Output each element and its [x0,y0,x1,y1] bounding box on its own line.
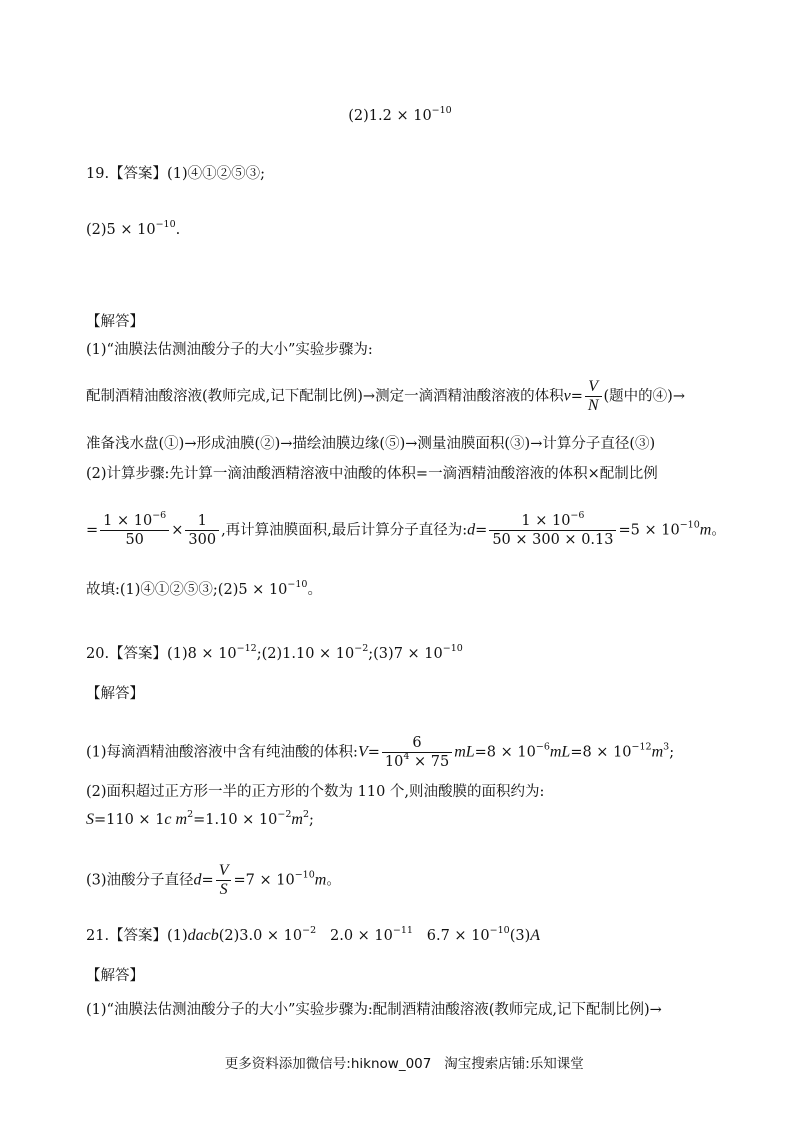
q19-answer-heading: 19.【答案】(1)④①②⑤③; [86,166,265,182]
q19-solution-line-4: (2)计算步骤:先计算一滴油酸酒精溶液中油酸的体积=一滴酒精油酸溶液的体积×配制比例 [86,466,658,482]
q18-answer-2: $(2)1.2 \times 10^{-10}$ [348,105,452,124]
q19-solution-line-2: 配制酒精油酸溶液(教师完成,记下配制比例)→测定一滴酒精油酸溶液的体积v= $\frac{V}{N}$ (题中的④)→ [86,378,685,414]
fraction-1-over-300: $\frac{1}{300}$ [185,512,219,549]
q20-solution-line-3: S=110 × 1c $m^2=1.10 \times 10^{-2}m^2$; [86,809,314,828]
q21-solution-title: 【解答】 [86,968,144,984]
page-footer: 更多资料添加微信号:hiknow_007 淘宝搜索店铺:乐知课堂 [224,1056,584,1072]
fraction-v-over-n: $\frac{V}{N}$ [585,378,602,415]
q19-answer-2: $(2)5 \times 10^{-10}$. [86,219,181,238]
fraction-6-over-1e4x75: $\frac{6}{10^4 \times 75}$ [382,734,452,771]
q19-solution-title: 【解答】 [86,314,144,330]
fraction-diameter: $\frac{1 \times 10^{-6}}{50 \times 300 \times 0.13}$ [489,512,616,549]
fraction-v-over-s: $\frac{V}{S}$ [216,862,232,899]
q21-solution-line-1: (1)“油膜法估测油酸分子的大小”实验步骤为:配制酒精油酸溶液(教师完成,记下配制比例)→ [86,1002,662,1018]
q21-answer-heading: 21.【答案】(1)dacb(2)3.0 × $10^{-2}$ $2.0 \times 10^{-11}$ $6.7 \times 10^{-10}(3)A$ [86,925,541,944]
q20-solution-line-1: (1)每滴酒精油酸溶液中含有纯油酸的体积:V= $\frac{6}{10^4 \times 75}$ $mL=8 \times 10^{-6}mL=8 \times 10^{-12}m^3$; [86,735,675,770]
q19-solution-line-3: 准备浅水盘(①)→形成油膜(②)→描绘油膜边缘(⑤)→测量油膜面积(③)→计算分子直径(③) [86,436,656,452]
q20-answer-heading: 20.【答案】$(1)8 \times 10^{-12};(2)1.10$ × $10^{-2};(3)7 \times 10^{-10}$ [86,643,463,662]
q19-solution-line-5: = $\frac{1 \times 10^{-6}}{50}$ × $\frac{1}{300}$ ,再计算油膜面积,最后计算分子直径为:d= $\frac{1 \times 10^{-6}}{50 \times 300 \times 0.13}$ $=5 \times 10^{-10}m$。 [86,510,726,548]
q20-solution-line-4: (3)油酸分子直径d= $\frac{V}{S}$ $=7 \times 10^{-10}m$。 [86,862,341,898]
q20-solution-title: 【解答】 [86,686,144,702]
q19-solution-line-1: (1)“油膜法估测油酸分子的大小”实验步骤为: [86,342,373,358]
q20-solution-line-2: (2)面积超过正方形一半的正方形的个数为 110 个,则油酸膜的面积约为: [86,784,545,800]
q19-solution-line-6: 故填:(1)④①②⑤③;(2)5 × $10^{-10}$。 [86,579,322,598]
fraction-1e-6-over-50: $\frac{1 \times 10^{-6}}{50}$ [100,512,169,549]
